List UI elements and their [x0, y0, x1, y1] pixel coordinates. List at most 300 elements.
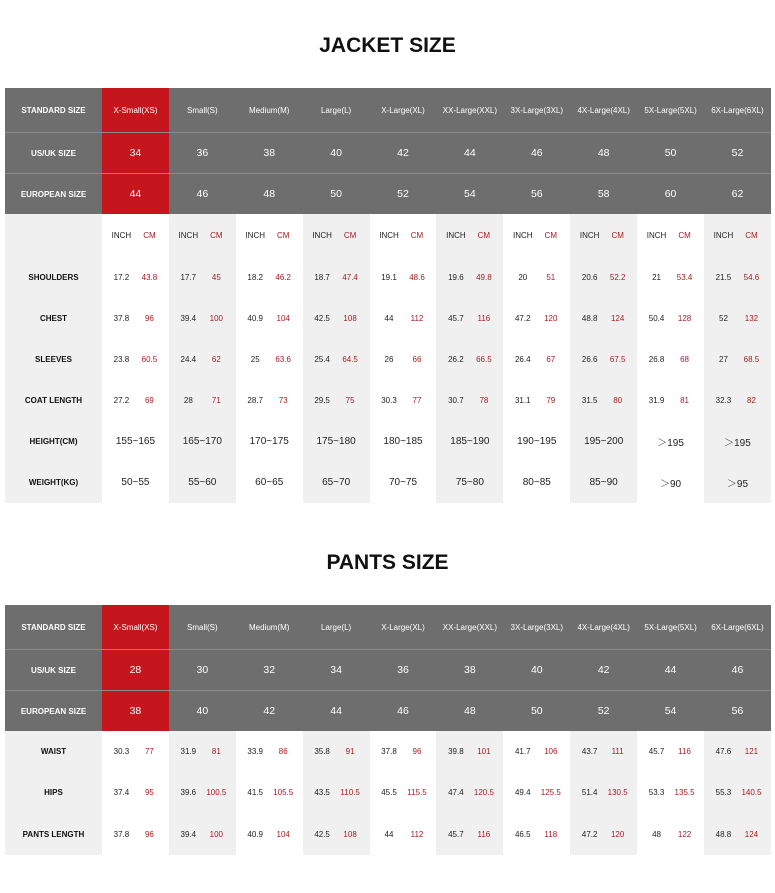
inch-value: 23.8: [113, 355, 130, 364]
cm-unit: CM: [745, 231, 758, 240]
cm-value: 71: [211, 396, 221, 405]
measurement-pair: [436, 788, 503, 797]
measurement-pair: [503, 273, 570, 282]
range-value: 170~175: [249, 436, 289, 447]
measurement-cell: [169, 257, 236, 298]
measurement-pair: [570, 788, 637, 797]
measurement-row: [5, 731, 771, 772]
cm-unit: CM: [276, 231, 290, 240]
inch-value: 39.8: [448, 747, 464, 757]
size-cell: 42: [236, 691, 303, 731]
size-cell: 54: [436, 174, 503, 214]
cm-value: 68.5: [743, 355, 760, 364]
cm-value: 46.2: [275, 273, 291, 282]
us-uk-size-row: [5, 133, 771, 173]
inch-value: 21: [652, 273, 662, 282]
cm-unit: CM: [410, 231, 424, 240]
measurement-pair: [570, 396, 637, 405]
cm-value: 68: [680, 355, 690, 364]
range-value: 75~80: [455, 477, 484, 488]
unit-cell: [169, 214, 236, 257]
cm-value: 47.4: [342, 273, 358, 282]
measurement-pair: [169, 314, 236, 323]
range-value: 70~75: [388, 477, 418, 488]
measurement-pair: [303, 830, 370, 839]
unit-cell: [303, 214, 370, 257]
unit-pair: [370, 231, 437, 240]
range-cell: [102, 462, 169, 503]
cm-value: 69: [144, 396, 154, 405]
measurement-cell: [303, 339, 370, 380]
cm-value: 80: [613, 396, 623, 405]
measurement-pair: [637, 830, 704, 839]
inch-value: 20.6: [581, 273, 598, 282]
measurement-pair: [370, 355, 437, 364]
cm-value: 108: [343, 829, 357, 839]
size-cell: 52: [704, 133, 771, 173]
measurement-cell: [704, 339, 771, 380]
measurement-cell: [236, 380, 303, 421]
inch-value: 37.4: [113, 788, 130, 798]
inch-value: 48.8: [581, 314, 598, 323]
cm-value: 106: [544, 747, 558, 757]
range-value: 165~170: [182, 436, 222, 447]
measurement-row: [5, 814, 771, 855]
range-value: ＞95: [726, 479, 749, 490]
inch-value: 17.2: [113, 273, 130, 282]
inch-value: 26.8: [648, 355, 665, 364]
range-cell: [436, 421, 503, 462]
cm-value: 51: [546, 273, 556, 282]
size-cell: X-Small(XS): [102, 605, 169, 649]
measurement-pair: [236, 747, 303, 756]
measurement-pair: [370, 788, 437, 797]
cm-unit: CM: [611, 231, 624, 240]
cm-value: 53.4: [676, 273, 693, 282]
cm-value: 115.5: [407, 788, 427, 798]
measurement-pair: [503, 314, 570, 323]
cm-value: 91: [345, 747, 355, 757]
inch-value: 48.8: [715, 829, 732, 839]
size-cell: 5X-Large(5XL): [637, 88, 704, 132]
inch-value: 26.2: [448, 355, 464, 364]
size-cell: 3X-Large(3XL): [503, 605, 570, 649]
height-row: [5, 421, 771, 462]
size-cell: 62: [704, 174, 771, 214]
measurement-pair: [102, 273, 169, 282]
cm-value: 96: [144, 829, 154, 839]
row-label: US/UK SIZE: [5, 650, 102, 690]
size-cell: X-Large(XL): [370, 88, 437, 132]
cm-value: 66.5: [476, 355, 492, 364]
measurement-cell: [503, 257, 570, 298]
measurement-pair: [169, 396, 236, 405]
measurement-cell: [102, 772, 169, 813]
measurement-pair: [503, 747, 570, 756]
inch-value: 44: [384, 829, 394, 839]
cm-value: 124: [610, 314, 625, 323]
measurement-cell: [436, 257, 503, 298]
size-cell: 6X-Large(6XL): [704, 605, 771, 649]
size-cell: 50: [637, 133, 704, 173]
inch-value: 26: [384, 355, 394, 364]
inch-value: 19.6: [448, 273, 464, 282]
size-cell: 34: [102, 133, 169, 173]
measurement-cell: [236, 814, 303, 855]
cm-value: 105.5: [273, 788, 294, 798]
unit-pair: [704, 231, 771, 240]
unit-cell: [436, 214, 503, 257]
measurement-row: [5, 380, 771, 421]
measurement-pair: [570, 273, 637, 282]
measurement-cell: [570, 731, 637, 772]
unit-pair: [503, 231, 570, 240]
cm-unit: CM: [544, 231, 557, 240]
inch-value: 37.8: [113, 314, 130, 323]
inch-value: 55.3: [715, 788, 732, 798]
size-cell: Small(S): [169, 88, 236, 132]
cm-value: 54.6: [743, 273, 760, 282]
measurement-cell: [102, 298, 169, 339]
measurement-cell: [169, 731, 236, 772]
measurement-pair: [436, 273, 503, 282]
measurement-cell: [570, 772, 637, 813]
measurement-cell: [303, 380, 370, 421]
measurement-label: SHOULDERS: [5, 257, 102, 298]
size-cell: 4X-Large(4XL): [570, 605, 637, 649]
range-cell: [169, 462, 236, 503]
measurement-pair: [436, 396, 503, 405]
measurement-pair: [503, 788, 570, 797]
size-cell: 50: [503, 691, 570, 731]
european-size-row: [5, 174, 771, 214]
measurement-pair: [236, 355, 303, 364]
size-cell: 6X-Large(6XL): [704, 88, 771, 132]
inch-value: 50.4: [648, 314, 665, 323]
cm-value: 96: [412, 747, 422, 757]
unit-pair: [236, 231, 303, 240]
range-value: 80~85: [522, 477, 551, 488]
range-value: 190~195: [517, 436, 557, 447]
inch-value: 33.9: [247, 747, 263, 757]
range-cell: [570, 421, 637, 462]
cm-value: 116: [477, 829, 491, 839]
cm-value: 125.5: [540, 788, 561, 798]
us-uk-size-row: [5, 650, 771, 690]
size-cell: 52: [370, 174, 437, 214]
inch-value: 28.7: [247, 396, 263, 405]
measurement-pair: [704, 396, 771, 405]
measurement-cell: [303, 731, 370, 772]
measurement-cell: [169, 380, 236, 421]
measurement-pair: [637, 314, 704, 323]
inch-value: 18.2: [247, 273, 263, 282]
cm-value: 112: [410, 314, 424, 323]
cm-value: 104: [276, 314, 290, 323]
cm-value: 48.6: [409, 273, 425, 282]
inch-value: 25: [250, 355, 260, 364]
measurement-cell: [370, 772, 437, 813]
size-cell: 4X-Large(4XL): [570, 88, 637, 132]
cm-value: 118: [544, 829, 558, 839]
measurement-pair: [704, 747, 771, 756]
unit-pair: [637, 231, 704, 240]
cm-value: 96: [144, 314, 154, 323]
cm-value: 130.5: [607, 788, 628, 798]
measurement-cell: [704, 731, 771, 772]
measurement-cell: [436, 731, 503, 772]
size-cell: 3X-Large(3XL): [503, 88, 570, 132]
size-cell: Large(L): [303, 605, 370, 649]
size-cell: 38: [102, 691, 169, 731]
range-cell: [236, 421, 303, 462]
cm-value: 79: [546, 396, 556, 405]
inch-value: 40.9: [247, 829, 263, 839]
size-cell: 38: [236, 133, 303, 173]
measurement-pair: [704, 314, 771, 323]
measurement-cell: [102, 731, 169, 772]
size-cell: 42: [370, 133, 437, 173]
measurement-pair: [704, 830, 771, 839]
size-cell: 56: [704, 691, 771, 731]
cm-value: 111: [611, 747, 624, 757]
measurement-pair: [503, 396, 570, 405]
measurement-cell: [704, 380, 771, 421]
size-cell: 36: [370, 650, 437, 690]
row-label: US/UK SIZE: [5, 133, 102, 173]
range-cell: [637, 421, 704, 462]
range-value: ＞195: [724, 438, 751, 449]
inch-value: 45.7: [448, 829, 464, 839]
measurement-pair: [370, 314, 437, 323]
cm-value: 135.5: [674, 788, 695, 798]
measurement-cell: [637, 814, 704, 855]
measurement-pair: [370, 273, 437, 282]
cm-value: 132: [744, 314, 759, 323]
measurement-cell: [704, 298, 771, 339]
cm-value: 75: [345, 396, 355, 405]
cm-unit: CM: [143, 231, 156, 240]
measurement-cell: [704, 814, 771, 855]
size-cell: Large(L): [303, 88, 370, 132]
cm-unit: CM: [477, 231, 491, 240]
measurement-cell: [436, 339, 503, 380]
inch-value: 31.5: [581, 396, 598, 405]
size-cell: Medium(M): [236, 88, 303, 132]
size-cell: 48: [436, 691, 503, 731]
measurement-cell: [303, 257, 370, 298]
measurement-cell: [637, 257, 704, 298]
cm-value: 101: [477, 747, 491, 757]
measurement-label: WAIST: [5, 731, 102, 772]
inch-value: 31.1: [514, 396, 531, 405]
size-cell: 38: [436, 650, 503, 690]
row-label: STANDARD SIZE: [5, 88, 102, 132]
inch-value: 45.5: [381, 788, 397, 798]
measurement-cell: [303, 772, 370, 813]
measurement-pair: [102, 788, 169, 797]
pants-size-title: PANTS SIZE: [326, 551, 449, 574]
range-value: 195~200: [584, 436, 624, 447]
measurement-pair: [169, 355, 236, 364]
measurement-cell: [236, 339, 303, 380]
cm-value: 116: [678, 747, 691, 757]
inch-unit: INCH: [111, 231, 132, 240]
measurement-pair: [303, 747, 370, 756]
measurement-pair: [637, 747, 704, 756]
measurement-pair: [570, 747, 637, 756]
inch-unit: INCH: [579, 231, 600, 240]
measurement-pair: [236, 788, 303, 797]
cm-value: 86: [278, 747, 288, 757]
range-cell: [704, 462, 771, 503]
standard-size-row: [5, 88, 771, 132]
inch-unit: INCH: [312, 231, 332, 240]
measurement-pair: [303, 355, 370, 364]
size-cell: 44: [102, 174, 169, 214]
cm-value: 66: [412, 355, 422, 364]
measurement-pair: [704, 788, 771, 797]
measurement-cell: [236, 772, 303, 813]
cm-value: 64.5: [342, 355, 358, 364]
cm-value: 120: [544, 314, 558, 323]
unit-pair: [436, 231, 503, 240]
range-value: 155~165: [115, 436, 156, 447]
measurement-pair: [236, 314, 303, 323]
measurement-cell: [503, 731, 570, 772]
inch-value: 47.6: [715, 747, 732, 757]
inch-value: 39.4: [180, 829, 197, 839]
inch-value: 47.4: [448, 788, 464, 798]
inch-value: 39.4: [180, 314, 197, 323]
range-cell: [637, 462, 704, 503]
range-value: 180~185: [383, 436, 423, 447]
weight-row: [5, 462, 771, 503]
measurement-pair: [637, 396, 704, 405]
size-cell: 34: [303, 650, 370, 690]
inch-value: 46.5: [514, 829, 531, 839]
range-label: WEIGHT(KG): [5, 462, 102, 503]
size-cell: 54: [637, 691, 704, 731]
measurement-cell: [503, 380, 570, 421]
measurement-cell: [704, 772, 771, 813]
size-cell: Medium(M): [236, 605, 303, 649]
range-value: 60~65: [255, 477, 284, 488]
range-value: 185~190: [450, 436, 490, 447]
cm-value: 112: [410, 829, 424, 839]
inch-value: 40.9: [247, 314, 263, 323]
measurement-cell: [236, 257, 303, 298]
measurement-pair: [102, 355, 169, 364]
unit-cell: [102, 214, 169, 257]
range-cell: [303, 421, 370, 462]
inch-value: 27: [719, 355, 728, 364]
range-cell: [436, 462, 503, 503]
inch-unit: INCH: [713, 231, 734, 240]
inch-value: 28: [183, 396, 193, 405]
standard-size-row: [5, 605, 771, 649]
measurement-cell: [303, 814, 370, 855]
cm-value: 140.5: [741, 788, 762, 798]
measurement-cell: [370, 731, 437, 772]
inch-value: 31.9: [180, 747, 197, 757]
measurement-cell: [169, 814, 236, 855]
size-cell: 48: [236, 174, 303, 214]
cm-value: 67.5: [609, 355, 626, 364]
measurement-cell: [436, 298, 503, 339]
inch-value: 39.6: [180, 788, 197, 798]
inch-value: 37.8: [381, 747, 397, 757]
measurement-cell: [370, 380, 437, 421]
size-cell: 44: [637, 650, 704, 690]
size-cell: 60: [637, 174, 704, 214]
inch-value: 21.5: [715, 273, 732, 282]
measurement-cell: [436, 814, 503, 855]
measurement-label: CHEST: [5, 298, 102, 339]
inch-value: 24.4: [180, 355, 197, 364]
inch-value: 43.7: [581, 747, 598, 757]
range-label: HEIGHT(CM): [5, 421, 102, 462]
range-value: 65~70: [322, 477, 351, 488]
unit-cell: [637, 214, 704, 257]
unit-pair: [102, 231, 169, 240]
measurement-cell: [637, 731, 704, 772]
size-cell: 44: [303, 691, 370, 731]
cm-value: 121: [744, 747, 759, 757]
measurement-pair: [370, 830, 437, 839]
unit-pair: [303, 231, 370, 240]
inch-value: 42.5: [314, 829, 330, 839]
measurement-cell: [570, 814, 637, 855]
size-cell: 58: [570, 174, 637, 214]
size-cell: XX-Large(XXL): [436, 605, 503, 649]
range-value: ＞195: [657, 438, 684, 449]
size-cell: 48: [570, 133, 637, 173]
measurement-pair: [637, 788, 704, 797]
measurement-cell: [436, 380, 503, 421]
cm-value: 95: [144, 788, 154, 798]
measurement-cell: [570, 339, 637, 380]
measurement-label: COAT LENGTH: [5, 380, 102, 421]
cm-value: 128: [677, 314, 692, 323]
measurement-cell: [436, 772, 503, 813]
measurement-cell: [503, 339, 570, 380]
range-value: 85~90: [589, 477, 618, 488]
inch-value: 47.2: [581, 829, 598, 839]
measurement-pair: [503, 355, 570, 364]
measurement-cell: [570, 298, 637, 339]
measurement-label: SLEEVES: [5, 339, 102, 380]
range-cell: [370, 462, 437, 503]
cm-value: 62: [211, 355, 221, 364]
cm-value: 104: [276, 829, 290, 839]
measurement-cell: [303, 298, 370, 339]
measurement-cell: [236, 298, 303, 339]
size-cell: 40: [503, 650, 570, 690]
size-cell: 36: [169, 133, 236, 173]
measurement-cell: [503, 814, 570, 855]
measurement-cell: [570, 257, 637, 298]
row-label: STANDARD SIZE: [5, 605, 102, 649]
measurement-cell: [102, 814, 169, 855]
range-cell: [169, 421, 236, 462]
measurement-cell: [236, 731, 303, 772]
measurement-pair: [169, 747, 236, 756]
measurement-pair: [370, 747, 437, 756]
inch-value: 42.5: [314, 314, 330, 323]
size-cell: 52: [570, 691, 637, 731]
jacket-size-table: [5, 88, 771, 503]
